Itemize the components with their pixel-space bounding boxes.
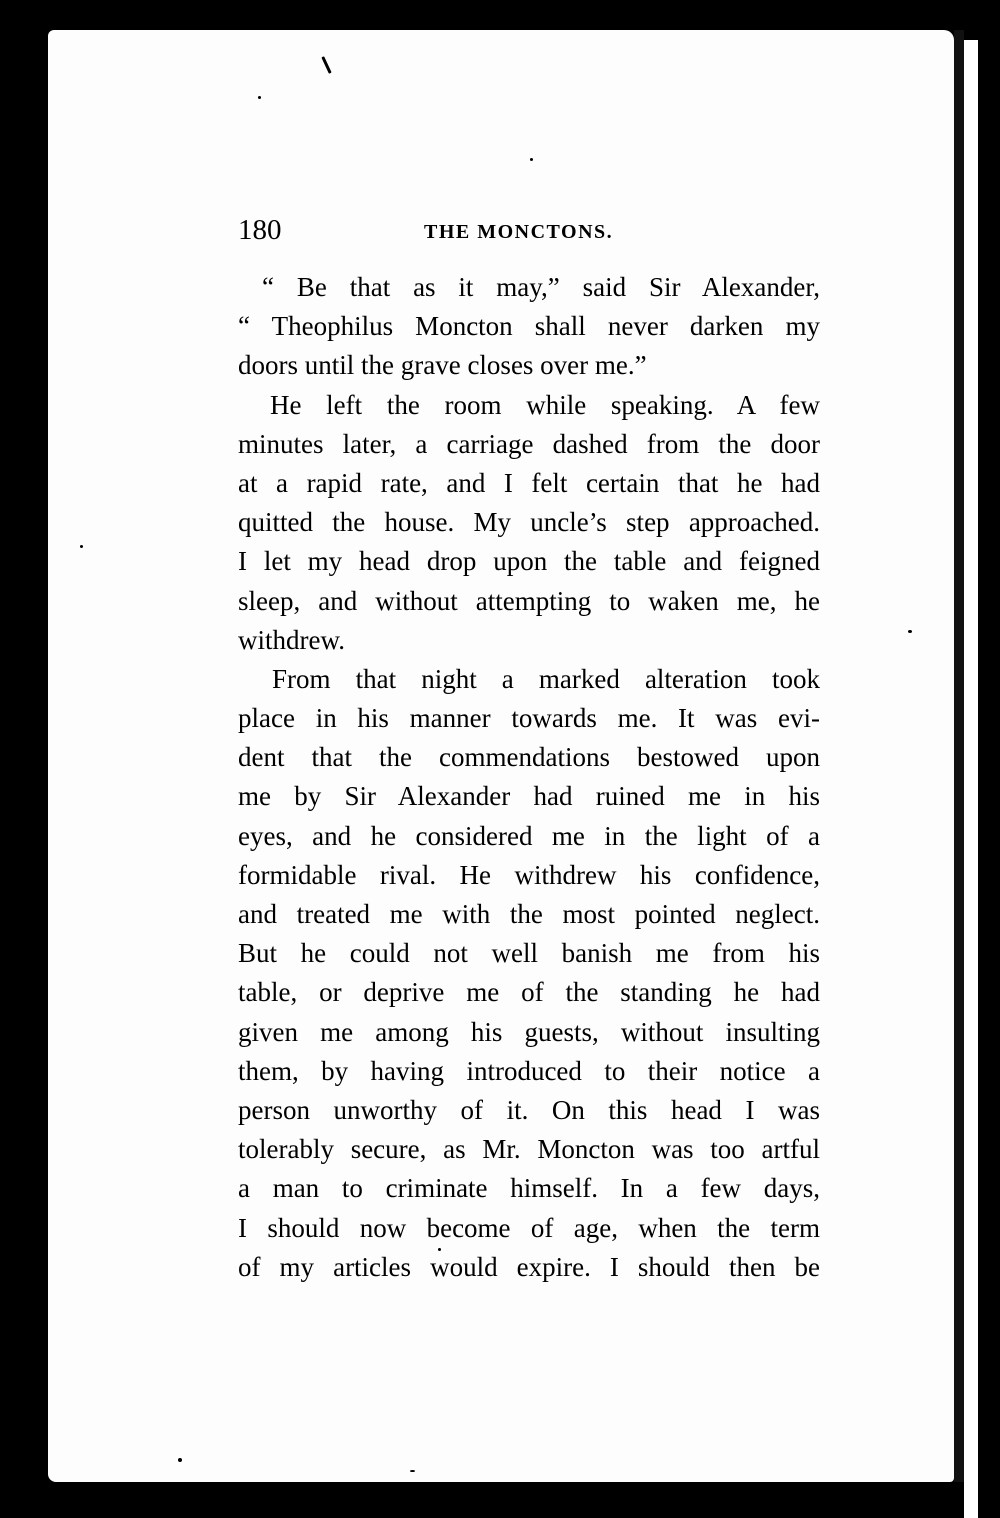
text-line: formidable rival. He withdrew his confidence, — [238, 859, 820, 890]
text-line: place in his manner towards me. It was evi- — [238, 703, 820, 734]
text-line: quitted the house. My uncle’s step approached. — [238, 507, 820, 538]
text-line: minutes later, a carriage dashed from the door — [238, 428, 820, 459]
text-line: From that night a marked alteration took — [272, 663, 820, 694]
text-line: dent that the commendations bestowed upon — [238, 742, 820, 773]
scan-border — [978, 40, 1000, 1518]
scan-speck — [438, 1248, 441, 1251]
text-line: But he could not well banish me from his — [238, 938, 820, 969]
scan-speck — [908, 630, 912, 633]
text-line: given me among his guests, without insulting — [238, 1016, 820, 1047]
text-line: person unworthy of it. On this head I was — [238, 1094, 820, 1125]
text-line: “ Be that as it may,” said Sir Alexander, — [262, 272, 820, 302]
text-line: eyes, and he considered me in the light of a — [238, 820, 820, 851]
text-line: and treated me with the most pointed neglect. — [238, 899, 820, 929]
page-number: 180 — [238, 214, 282, 246]
text-line: a man to criminate himself. In a few days, — [238, 1173, 820, 1204]
paragraph-1 — [238, 268, 820, 386]
text-line: sleep, and without attempting to waken me, he — [238, 585, 820, 616]
text-line: withdrew. — [238, 624, 345, 655]
text-line: “ Theophilus Moncton shall never darken my — [238, 311, 820, 342]
scan-speck — [258, 96, 261, 99]
text-line: I should now become of age, when the term — [238, 1212, 820, 1243]
text-line: tolerably secure, as Mr. Moncton was too artful — [238, 1134, 820, 1165]
text-line: of my articles would expire. I should then be — [238, 1251, 820, 1282]
text-line: at a rapid rate, and I felt certain that he had — [238, 467, 820, 498]
page-edge-shadow — [954, 30, 964, 1482]
text-line: I let my head drop upon the table and feigned — [238, 546, 820, 577]
text-line: them, by having introduced to their notice a — [238, 1055, 820, 1086]
paragraph-2 — [238, 386, 820, 660]
text-line: me by Sir Alexander had ruined me in his — [238, 781, 820, 812]
scan-speck — [178, 1458, 182, 1462]
body-text — [238, 268, 820, 1287]
page-header — [238, 210, 818, 250]
scan-speck — [410, 1470, 415, 1472]
running-title: THE MONCTONS. — [424, 221, 614, 243]
text-line: table, or deprive me of the standing he had — [238, 977, 820, 1008]
text-line: He left the room while speaking. A few — [270, 389, 820, 420]
scan-speck — [530, 158, 533, 161]
paragraph-3 — [238, 660, 820, 1287]
scan-speck — [80, 545, 83, 548]
text-line: doors until the grave closes over me.” — [238, 350, 647, 381]
